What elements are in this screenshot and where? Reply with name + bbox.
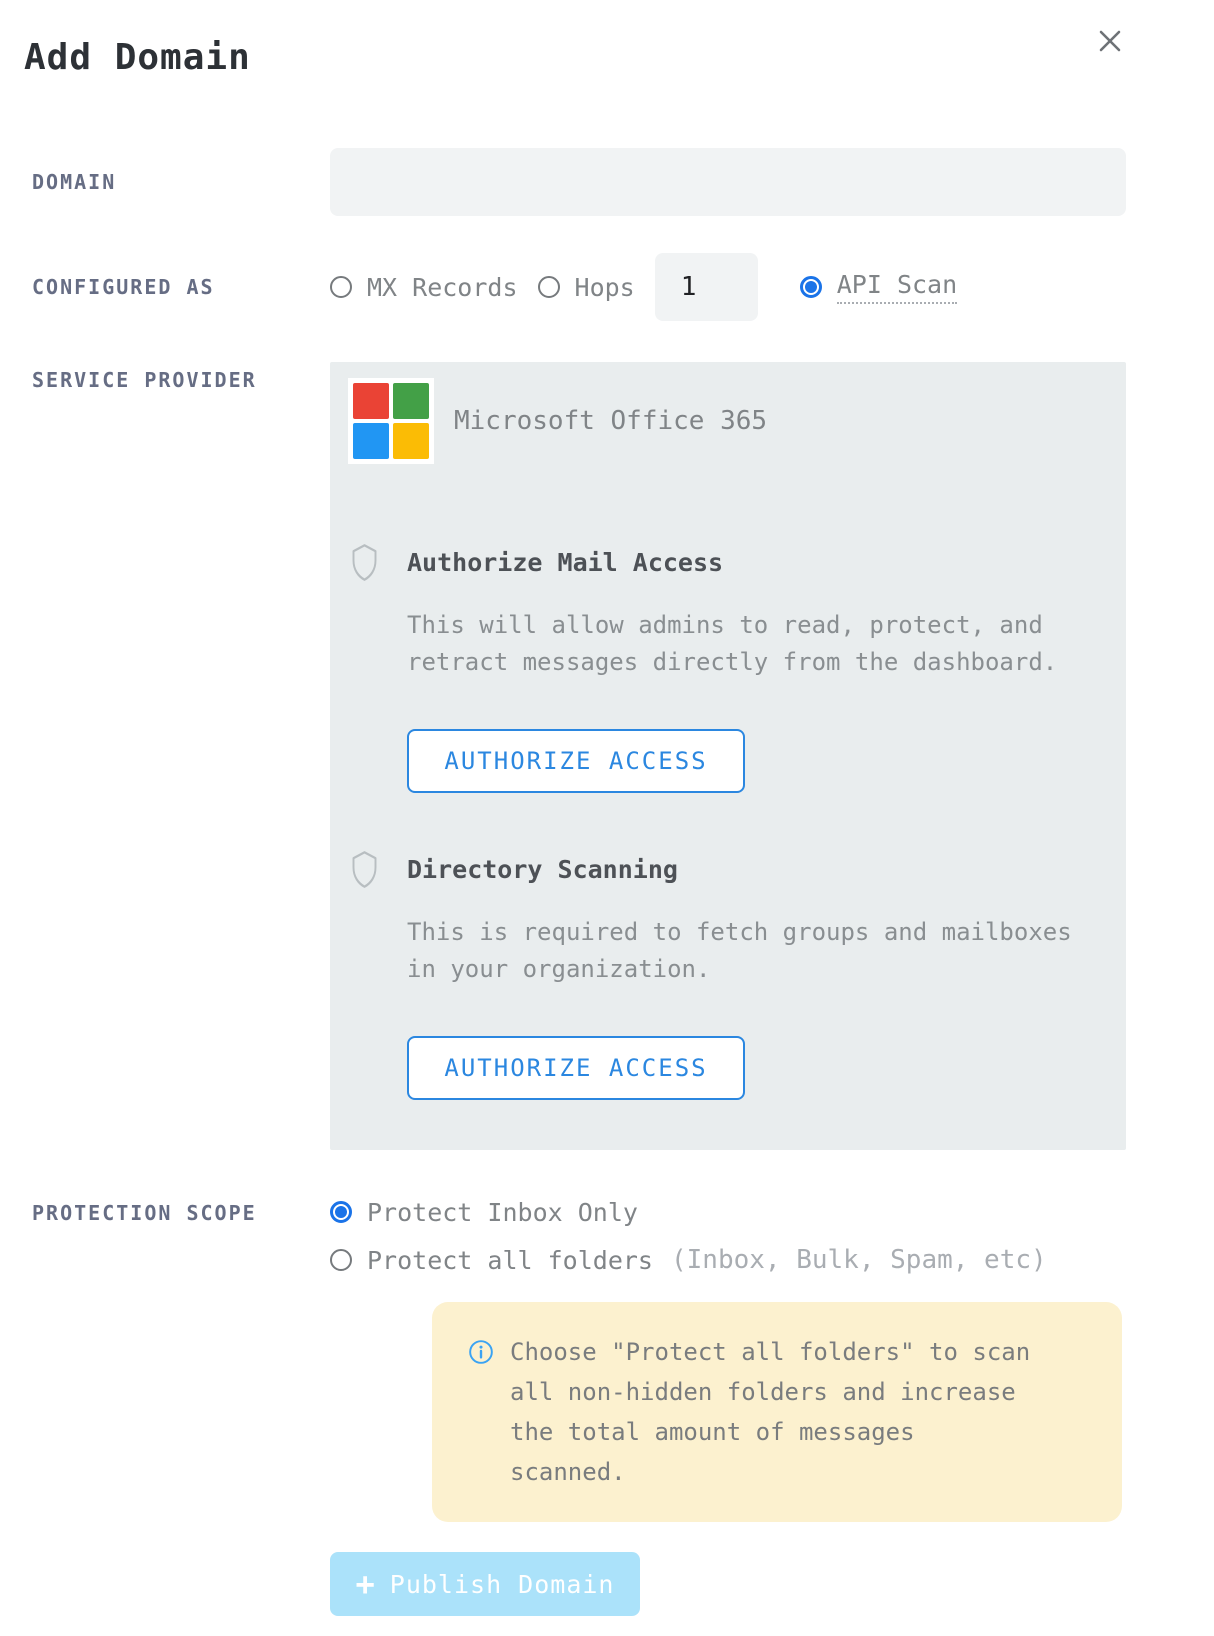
ms-tile-red [353,383,389,419]
configured-as-row [32,252,1126,322]
radio-protect-inbox-only-icon[interactable] [330,1201,352,1223]
directory-scanning-description: This is required to fetch groups and mailboxes in your organization. [407,918,1072,983]
radio-protect-all-folders-label: Protect all folders [367,1245,653,1275]
service-provider-panel [330,362,1126,1150]
ms-tile-blue [353,423,389,459]
close-button[interactable] [1091,22,1129,60]
radio-hops-label: Hops [574,272,635,302]
radio-mx-records-label: MX Records [367,272,518,302]
radio-api-scan-label: API Scan [837,270,957,304]
radio-hops-icon[interactable] [538,276,560,298]
ms-tile-yellow [393,423,429,459]
info-note-text: Choose "Protect all folders" to scan all non-hidden folders and increase the total amount of messages scanned. [510,1338,1031,1486]
radio-mx-records-icon[interactable] [330,276,352,298]
radio-option-mx-records[interactable] [330,273,518,302]
domain-input[interactable] [330,148,1126,216]
mail-access-description: This will allow admins to read, protect, and retract messages directly from the dashboard. [407,611,1058,676]
directory-scanning-section [348,849,1098,1100]
publish-domain-button[interactable] [330,1552,640,1616]
protection-scope-row [32,1197,1126,1275]
radio-option-protect-all-folders[interactable] [330,1245,1126,1275]
shield-icon [348,542,381,582]
provider-identity [348,378,1098,464]
info-note [432,1302,1122,1522]
mail-access-title: Authorize Mail Access [407,547,724,577]
provider-name: Microsoft Office 365 [454,406,768,436]
authorize-directory-scanning-button[interactable]: AUTHORIZE ACCESS [407,1036,745,1100]
radio-option-api-scan[interactable] [800,270,957,304]
domain-row [32,148,1126,216]
protect-all-folders-hint: (Inbox, Bulk, Spam, etc) [670,1245,1047,1275]
authorize-mail-access-button[interactable]: AUTHORIZE ACCESS [407,729,745,793]
directory-scanning-title: Directory Scanning [407,854,678,884]
microsoft-logo-icon [348,378,434,464]
close-icon [1094,25,1126,57]
radio-protect-inbox-only-label: Protect Inbox Only [367,1197,638,1227]
publish-domain-label: Publish Domain [389,1569,615,1599]
service-provider-row [32,362,1126,1150]
ms-tile-green [393,383,429,419]
radio-option-hops[interactable] [538,273,635,302]
hops-count-input[interactable] [655,253,758,321]
radio-protect-all-folders-icon[interactable] [330,1249,352,1271]
domain-label: DOMAIN [32,170,117,194]
page-title: Add Domain [24,37,251,78]
plus-icon: + [355,1565,376,1603]
authorize-mail-access-section [348,542,1098,793]
radio-option-protect-inbox-only[interactable] [330,1197,1126,1227]
shield-icon [348,849,381,889]
service-provider-label: SERVICE PROVIDER [32,368,257,392]
radio-api-scan-icon[interactable] [800,276,822,298]
protection-scope-label: PROTECTION SCOPE [32,1201,257,1225]
configured-as-label: CONFIGURED AS [32,275,215,299]
info-icon [468,1339,494,1365]
